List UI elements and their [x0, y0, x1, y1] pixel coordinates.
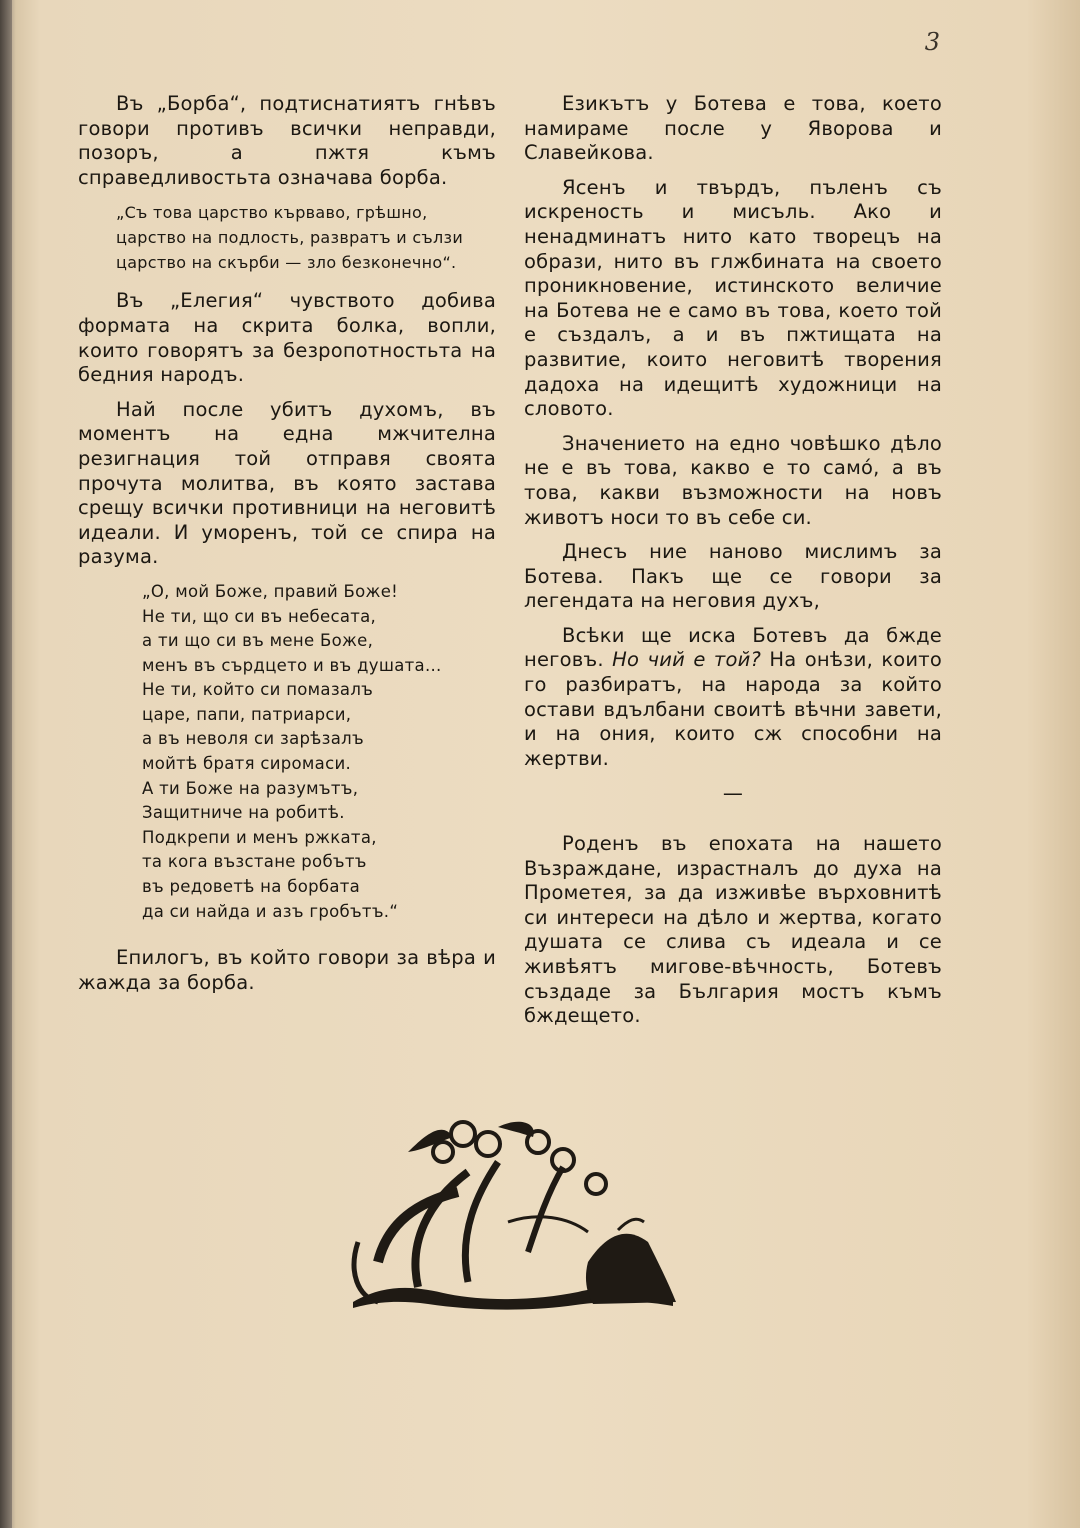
- paragraph-molitva: Най после убитъ духомъ, въ моментъ на една мжчителна резигнация той отправя своята прочута молитва, въ която застава срещу всички противници на неговитѣ идеали. И уморенъ, той се спира на разума.: [78, 397, 496, 569]
- paragraph-ezik: Езикътъ у Ботева е това, което намираме после у Яворова и Славейкова.: [524, 92, 942, 165]
- vseki-text-a: Всѣки ще иска Ботевъ да бжде неговъ.: [524, 623, 942, 672]
- floral-ornament-icon: [348, 1112, 678, 1312]
- book-binding-edge: [0, 0, 12, 1528]
- paragraph-roden: Роденъ въ епохата на нашето Възраждане, израстналъ до духа на Прометея, за да изживѣе върховнитѣ си интереси на дѣло и жертва, когато душата се слива съ идеала и се живѣятъ мигове-вѣчность, Ботевъ създаде за България мостъ къмъ бждещето.: [524, 832, 942, 1028]
- right-column: [524, 92, 942, 1039]
- vseki-italic-question: Но чий е той?: [612, 648, 762, 672]
- paragraph-vseki: [524, 624, 942, 772]
- left-column: [78, 92, 496, 1005]
- paragraph-yasen: Ясенъ и твърдъ, пъленъ съ искреность и мисъль. Ако и ненадминатъ нито като творецъ на образи, нито въ глжбината на своето проникновение, истинското величие на Ботева не е само въ това, което той е създалъ, а и въ пжтищата на развитие, които неговитѣ творения дадоха на идещитѣ художници на словото.: [524, 175, 942, 421]
- section-divider: —: [722, 781, 744, 806]
- quote-borba: „Съ това царство кърваво, грѣшно, царство на подлость, развратъ и сълзи царство на скърби — зло безконечно“.: [116, 203, 464, 273]
- paragraph-elegia: Въ „Елегия“ чувството добива формата на скрита болка, вопли, които говорятъ за безропотностьта на бедния народъ.: [78, 289, 496, 387]
- page-number: 3: [924, 28, 940, 56]
- quote-molitva: „О, мой Боже, правий Боже! Не ти, що си въ небесата, а ти що си въ мене Боже, менъ въ сърдцето и въ душата... Не ти, който си помазалъ царе, папи, патриарси, а въ неволя си зарѣзалъ мойтѣ братя сиромаси. А ти Боже на разумътъ, Защитниче на робитѣ. Подкрепи и менъ ржката, та кога възстане робътъ въ редоветѣ на борбата да си найда и азъ гробътъ.“: [142, 581, 442, 921]
- vseki-text-b: На онѣзи, които го разбиратъ, на народа за който остави вдълбани своитѣ вѣчни завети, и на ония, които сж способни на жертви.: [524, 648, 942, 770]
- paragraph-epilog: Епилогъ, въ който говори за вѣра и жажда за борба.: [78, 946, 496, 994]
- paragraph-borba: Въ „Борба“, подтиснатиятъ гнѣвъ говори противъ всички неправди, позоръ, а пжтя къмъ справедливостьта означава борба.: [78, 92, 496, 189]
- paragraph-znachenie: Значението на едно човѣшко дѣло не е въ това, какво е то само́, а въ това, какви възможности на новъ животъ носи то въ себе си.: [524, 431, 942, 529]
- paragraph-dnes: Днесъ ние наново мислимъ за Ботева. Пакъ ще се говори за легендата на неговия духъ,: [524, 540, 942, 613]
